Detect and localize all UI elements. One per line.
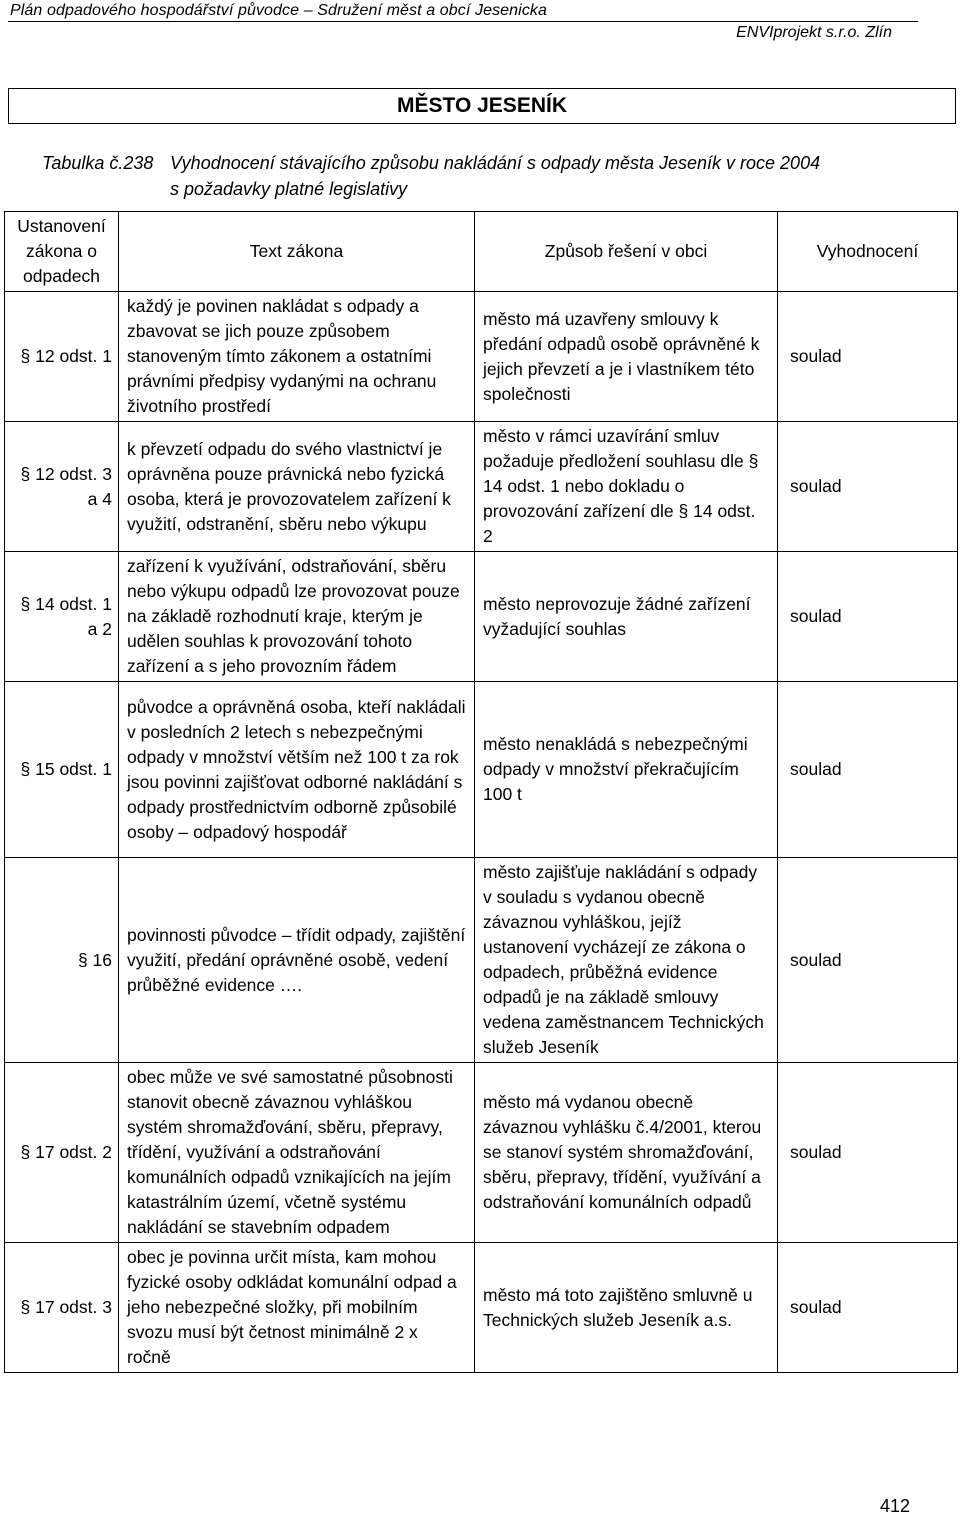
header-evaluation: Vyhodnocení [778,212,958,292]
row-section: § 14 odst. 1 a 2 [5,552,119,682]
header-law-text: Text zákona [119,212,475,292]
row-evaluation: soulad [778,292,958,422]
row-law-text: každý je povinen nakládat s odpady a zbavovat se jich pouze způsobem stanoveným tímto zákonem a ostatními právními předpisy vydanými na ochranu životního prostředí [119,292,475,422]
row-city-solution: město neprovozuje žádné zařízení vyžadující souhlas [475,552,778,682]
city-title: MĚSTO JESENÍK [8,88,956,124]
table-row [5,422,958,552]
row-evaluation: soulad [778,682,958,858]
row-law-text: k převzetí odpadu do svého vlastnictví je oprávněna pouze právnická nebo fyzická osoba, která je provozovatelem zařízení k využití, odstranění, sběru nebo výkupu [119,422,475,552]
row-evaluation: soulad [778,858,958,1063]
row-city-solution: město má toto zajištěno smluvně u Technických služeb Jeseník a.s. [475,1243,778,1373]
row-law-text: původce a oprávněná osoba, kteří nakládali v posledních 2 letech s nebezpečnými odpady v množství větším než 100 t za rok jsou povinni zajišťovat odborné nakládání s odpady prostřednictvím odborně způsobilé osoby – odpadový hospodář [119,682,475,858]
row-section: § 17 odst. 3 [5,1243,119,1373]
row-section: § 16 [5,858,119,1063]
table-row [5,552,958,682]
header-divider [8,21,918,22]
evaluation-table [4,211,958,1373]
row-city-solution: město zajišťuje nakládání s odpady v souladu s vydanou obecně závaznou vyhláškou, jejíž ustanovení vycházejí ze zákona o odpadech, průběžná evidence odpadů je na základě smlouvy vedena zaměstnancem Technických služeb Jeseník [475,858,778,1063]
row-evaluation: soulad [778,552,958,682]
row-evaluation: soulad [778,1243,958,1373]
document-header-title: Plán odpadového hospodářství původce – Sdružení měst a obcí Jesenicka [10,2,548,19]
table-row [5,1063,958,1243]
table-row [5,1243,958,1373]
table-caption [42,150,942,202]
row-city-solution: město má uzavřeny smlouvy k předání odpadů osobě oprávněné k jejich převzetí a je i vlastníkem této společnosti [475,292,778,422]
row-section: § 15 odst. 1 [5,682,119,858]
row-law-text: povinnosti původce – třídit odpady, zajištění využití, předání oprávněné osobě, vedení průběžné evidence …. [119,858,475,1063]
header-city-solution: Způsob řešení v obci [475,212,778,292]
row-city-solution: město nenakládá s nebezpečnými odpady v množství překračujícím 100 t [475,682,778,858]
row-evaluation: soulad [778,1063,958,1243]
table-header-row [5,212,958,292]
row-law-text: zařízení k využívání, odstraňování, sběru nebo výkupu odpadů lze provozovat pouze na základě rozhodnutí kraje, kterým je udělen souhlas k provozování tohoto zařízení a s jeho provozním řádem [119,552,475,682]
table-row [5,858,958,1063]
row-law-text: obec je povinna určit místa, kam mohou fyzické osoby odkládat komunální odpad a jeho nebezpečné složky, při mobilním svozu musí být četnost minimálně 2 x ročně [119,1243,475,1373]
header-section: Ustanovení zákona o odpadech [5,212,119,292]
row-section: § 12 odst. 3 a 4 [5,422,119,552]
row-section: § 12 odst. 1 [5,292,119,422]
row-city-solution: město v rámci uzavírání smluv požaduje předložení souhlasu dle § 14 odst. 1 nebo dokladu o provozování zařízení dle § 14 odst. 2 [475,422,778,552]
caption-line-2: s požadavky platné legislativy [170,179,408,199]
table-row [5,292,958,422]
row-evaluation: soulad [778,422,958,552]
table-row [5,682,958,858]
document-header-company: ENVIprojekt s.r.o. Zlín [736,24,892,41]
row-section: § 17 odst. 2 [5,1063,119,1243]
caption-line-1: Vyhodnocení stávajícího způsobu nakládání s odpady města Jeseník v roce 2004 [170,153,821,173]
page-number: 412 [879,1496,910,1516]
table-number: Tabulka č.238 [42,153,154,173]
row-city-solution: město má vydanou obecně závaznou vyhlášku č.4/2001, kterou se stanoví systém shromažďování, sběru, přepravy, třídění, využívání a odstraňování komunálních odpadů [475,1063,778,1243]
row-law-text: obec může ve své samostatné působnosti stanovit obecně závaznou vyhláškou systém shromažďování, sběru, přepravy, třídění, využívání a odstraňování komunálních odpadů vznikajících na jejím katastrálním území, včetně systému nakládání se stavebním odpadem [119,1063,475,1243]
